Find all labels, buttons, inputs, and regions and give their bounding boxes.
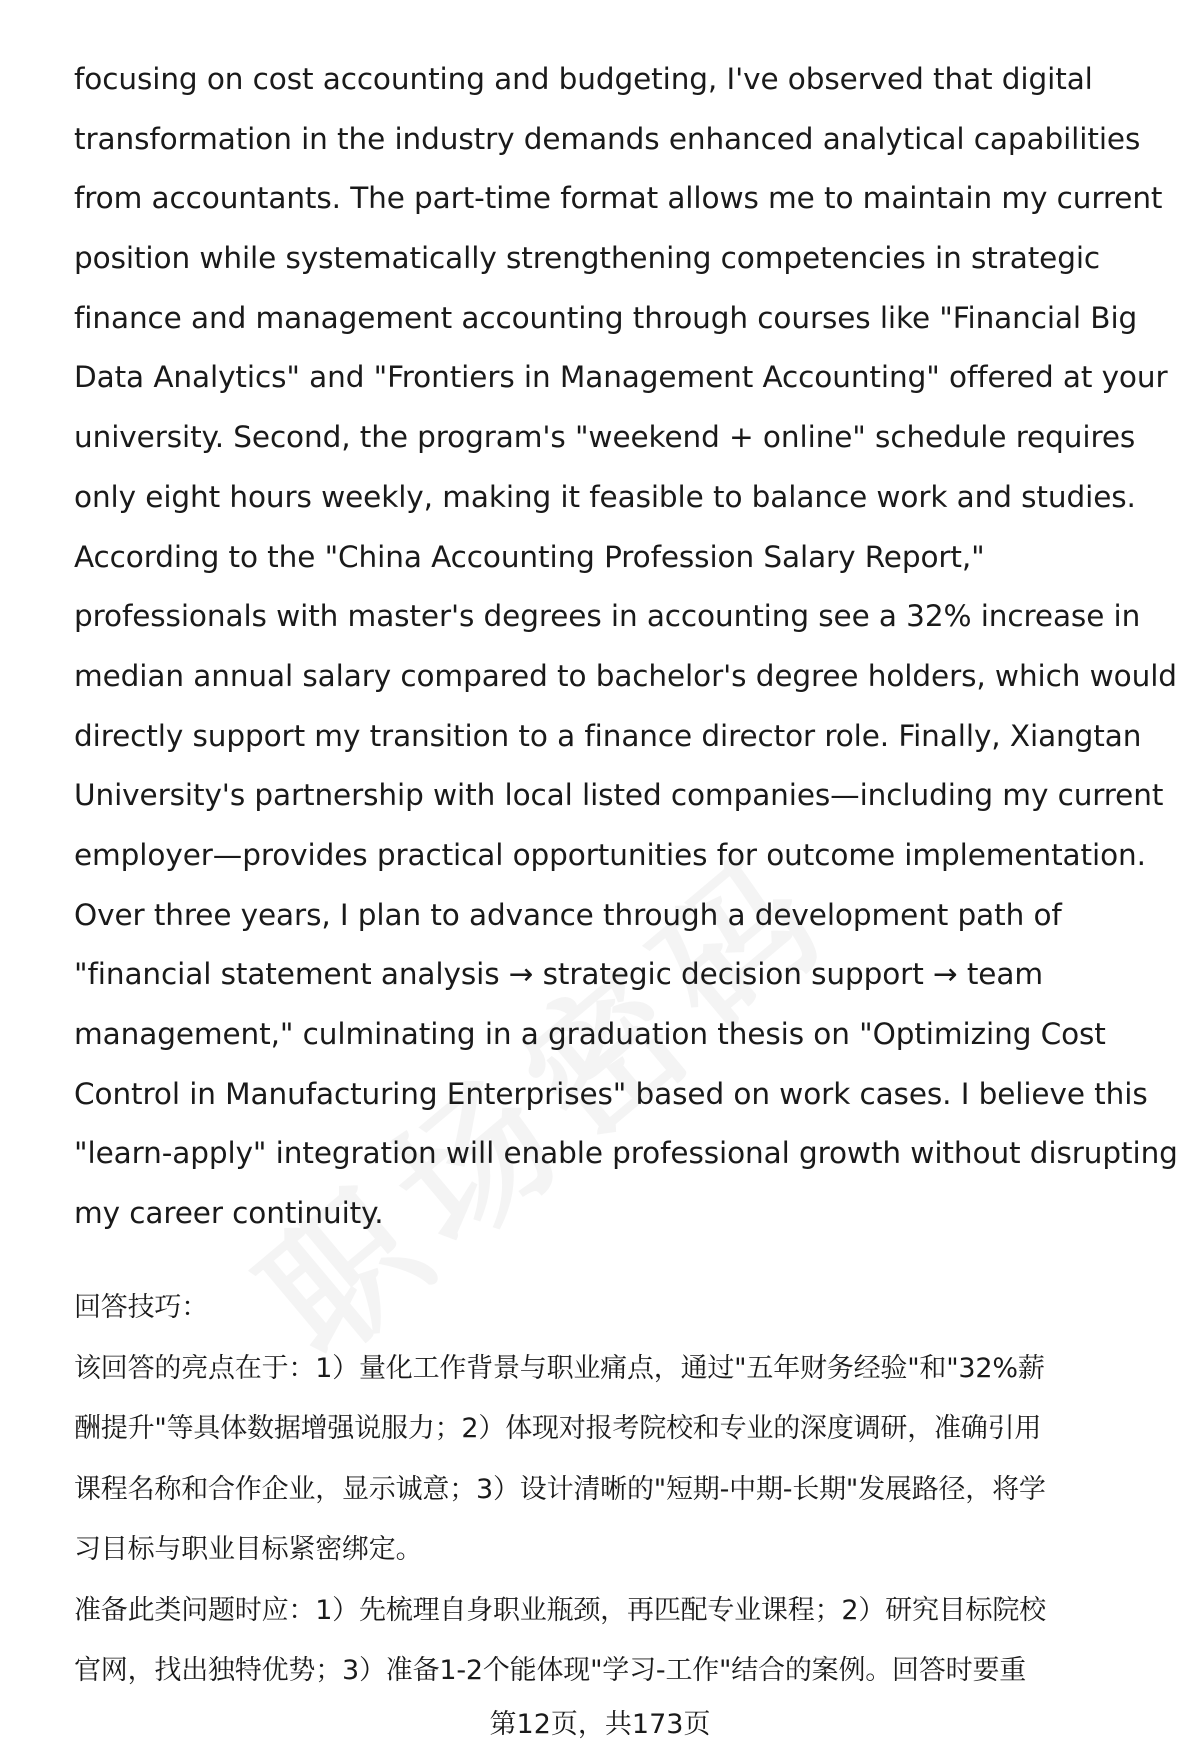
text-line: Data Analytics" and "Frontiers in Management Accounting" offered at your xyxy=(74,360,1168,395)
text-line: "learn-apply" integration will enable professional growth without disrupting xyxy=(74,1136,1178,1171)
text-line: management," culminating in a graduation thesis on "Optimizing Cost xyxy=(74,1017,1106,1051)
text-line: directly support my transition to a finance director role. Finally, Xiangtan xyxy=(74,718,1142,753)
text-line: university. Second, the program's "weekend + online" schedule requires xyxy=(74,420,1136,455)
text-line: "financial statement analysis → strategic decision support → team xyxy=(74,957,1043,992)
tips-heading: 回答技巧： xyxy=(74,1292,208,1323)
text-line: only eight hours weekly, making it feasible to balance work and studies. xyxy=(74,479,1136,514)
text-line: 酬提升"等具体数据增强说服力；2）体现对报考院校和专业的深度调研，准确引用 xyxy=(74,1413,1042,1444)
answer-paragraph xyxy=(74,50,1178,1244)
text-line: University's partnership with local listed companies—including my current xyxy=(74,778,1164,813)
text-line: 该回答的亮点在于：1）量化工作背景与职业痛点，通过"五年财务经验"和"32%薪 xyxy=(74,1352,1045,1384)
text-line: According to the "China Accounting Profession Salary Report," xyxy=(74,539,985,574)
page-number-footer: 第12页，共173页 xyxy=(489,1709,711,1740)
text-line: employer—provides practical opportunities for outcome implementation. xyxy=(74,837,1146,872)
text-line: median annual salary compared to bachelor's degree holders, which would xyxy=(74,658,1177,693)
text-line: Control in Manufacturing Enterprises" based on work cases. I believe this xyxy=(74,1076,1148,1111)
text-line: 准备此类问题时应：1）先梳理自身职业瓶颈，再匹配专业课程；2）研究目标院校 xyxy=(74,1594,1046,1626)
text-line: position while systematically strengthening competencies in strategic xyxy=(74,241,1101,276)
text-line: 习目标与职业目标紧密绑定。 xyxy=(74,1534,423,1565)
text-line: focusing on cost accounting and budgeting, I've observed that digital xyxy=(74,62,1093,96)
text-line: 课程名称和合作企业，显示诚意；3）设计清晰的"短期-中期-长期"发展路径，将学 xyxy=(74,1473,1046,1505)
text-line: Over three years, I plan to advance through a development path of xyxy=(74,897,1062,932)
text-line: from accountants. The part-time format allows me to maintain my current xyxy=(74,181,1163,216)
text-line: my career continuity. xyxy=(74,1196,384,1231)
tips-section xyxy=(74,1278,1164,1702)
text-line: professionals with master's degrees in accounting see a 32% increase in xyxy=(74,599,1141,634)
text-line: transformation in the industry demands enhanced analytical capabilities xyxy=(74,121,1141,156)
text-line: finance and management accounting through courses like "Financial Big xyxy=(74,300,1138,335)
text-line: 官网，找出独特优势；3）准备1-2个能体现"学习-工作"结合的案例。回答时要重 xyxy=(74,1655,1027,1686)
